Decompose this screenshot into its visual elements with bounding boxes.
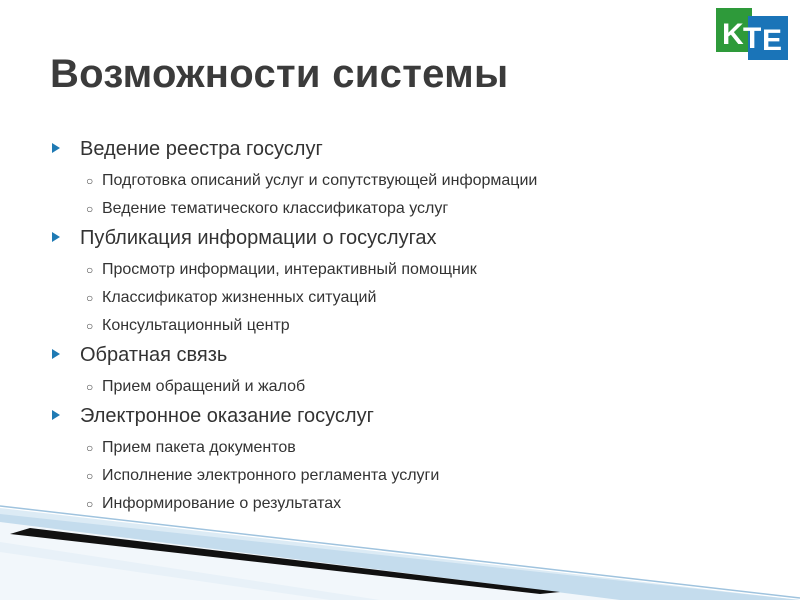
section-heading xyxy=(52,227,752,260)
slide-title: Возможности системы xyxy=(50,52,509,96)
list-item xyxy=(52,260,752,288)
triangle-bullet-icon xyxy=(52,410,60,420)
list-item xyxy=(52,377,752,405)
circle-bullet-icon: ○ xyxy=(86,202,94,216)
item-label: Прием пакета документов xyxy=(102,439,296,456)
item-label: Исполнение электронного регламента услуги xyxy=(102,467,440,484)
section-label: Электронное оказание госуслуг xyxy=(80,405,374,427)
item-label: Просмотр информации, интерактивный помощник xyxy=(102,261,477,278)
circle-bullet-icon: ○ xyxy=(86,319,94,333)
circle-bullet-icon: ○ xyxy=(86,441,94,455)
svg-text:T: T xyxy=(743,22,762,55)
circle-bullet-icon: ○ xyxy=(86,497,94,511)
section-label: Публикация информации о госуслугах xyxy=(80,227,437,249)
list-item xyxy=(52,466,752,494)
svg-text:E: E xyxy=(762,24,783,57)
section-label: Ведение реестра госуслуг xyxy=(80,138,323,160)
list-item xyxy=(52,316,752,344)
section-label: Обратная связь xyxy=(80,344,228,366)
item-label: Ведение тематического классификатора услуг xyxy=(102,200,449,217)
section-heading xyxy=(52,405,752,438)
svg-text:K: K xyxy=(722,18,744,51)
section-heading xyxy=(52,344,752,377)
circle-bullet-icon: ○ xyxy=(86,291,94,305)
list-item xyxy=(52,288,752,316)
bullet-list xyxy=(52,138,752,522)
list-item xyxy=(52,494,752,522)
circle-bullet-icon: ○ xyxy=(86,469,94,483)
circle-bullet-icon: ○ xyxy=(86,263,94,277)
triangle-bullet-icon xyxy=(52,232,60,242)
circle-bullet-icon: ○ xyxy=(86,174,94,188)
triangle-bullet-icon xyxy=(52,349,60,359)
kte-logo xyxy=(716,8,788,60)
item-label: Подготовка описаний услуг и сопутствующей информации xyxy=(102,172,538,189)
circle-bullet-icon: ○ xyxy=(86,380,94,394)
list-item xyxy=(52,438,752,466)
item-label: Информирование о результатах xyxy=(102,495,342,512)
list-item xyxy=(52,171,752,199)
section-heading xyxy=(52,138,752,171)
item-label: Консультационный центр xyxy=(102,317,290,334)
triangle-bullet-icon xyxy=(52,143,60,153)
item-label: Прием обращений и жалоб xyxy=(102,378,306,395)
item-label: Классификатор жизненных ситуаций xyxy=(102,289,377,306)
list-item xyxy=(52,199,752,227)
